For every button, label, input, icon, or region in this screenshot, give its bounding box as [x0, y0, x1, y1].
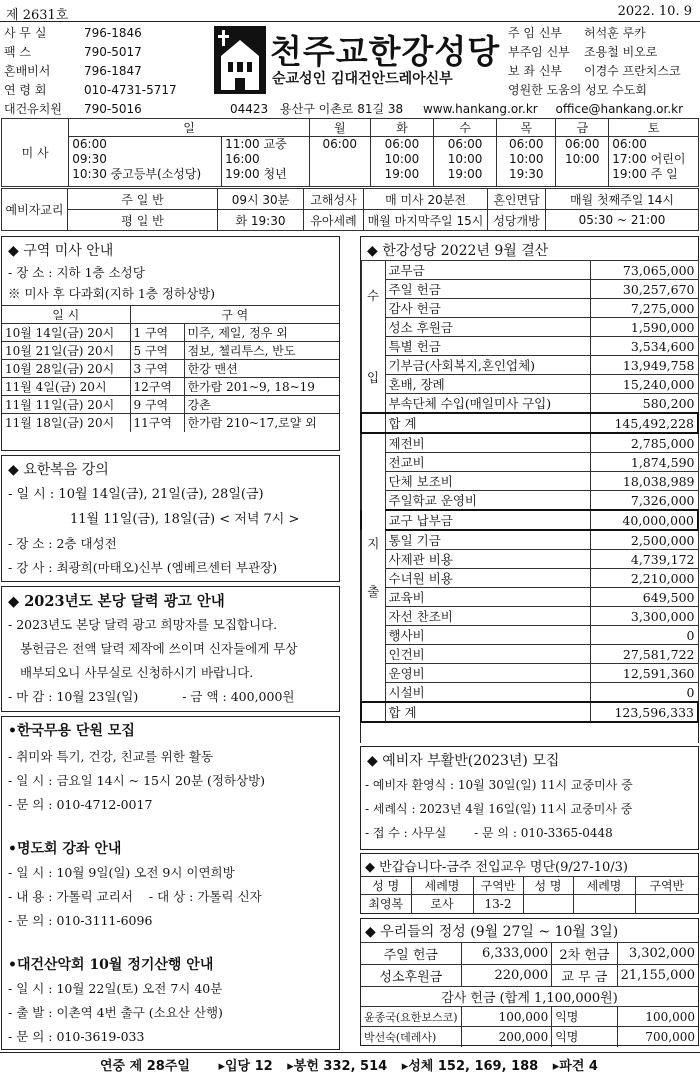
- day-tue: 화: [370, 119, 433, 137]
- income-amount: 1,590,000: [590, 318, 698, 337]
- offering-amount: 21,155,000: [617, 965, 698, 987]
- patron-saint: 순교성인 김대건안드레아신부: [272, 71, 453, 87]
- member-zone: 13-2: [473, 895, 523, 913]
- infant-baptism-value: 매월 마지막주일 15시: [364, 210, 488, 231]
- john-schedule-2: 11월 11일(금), 18일(금) < 저녁 7시 >: [70, 512, 300, 527]
- district-date: 11월 11일(금) 20시: [2, 396, 130, 414]
- day-wed: 수: [434, 119, 497, 137]
- mass-time: 06:00: [384, 137, 420, 151]
- section-title: ◆ 반갑습니다-금주 전입교우 명단(9/27-10/3): [365, 860, 628, 875]
- john-schedule: - 일 시 : 10월 14일(금), 21일(금), 28일(금): [8, 487, 264, 502]
- table-header: 일 시: [2, 306, 130, 324]
- table-header: 구 역: [130, 306, 339, 324]
- dance-line: - 일 시 : 금요일 14시 ~ 15시 20분 (정하상방): [8, 773, 266, 788]
- expense-item: 시설비: [385, 683, 590, 703]
- district-date: 10월 21일(금) 20시: [2, 342, 130, 360]
- income-item: 특별 헌금: [385, 337, 590, 356]
- income-label-char: 입: [366, 369, 380, 385]
- table-row: [361, 280, 698, 299]
- postal-code: 04423: [230, 102, 269, 116]
- mass-time: 10:00: [384, 152, 420, 166]
- marriage-label: 혼인면담: [488, 189, 546, 210]
- district-area: 한강 맨션: [184, 360, 339, 378]
- offering-amount: 220,000: [461, 965, 552, 987]
- mass-schedule-table: [1, 118, 699, 187]
- table-row: [2, 360, 339, 378]
- priest-role: 부주임 신부: [508, 45, 570, 59]
- mass-time: 19:00 청년: [225, 167, 287, 181]
- income-total-row: [361, 413, 698, 433]
- table-row: [361, 965, 698, 987]
- table-row: [361, 626, 698, 645]
- table-row: [361, 530, 698, 550]
- offering-table: [361, 942, 698, 1047]
- sunday-class-time: 09시 30분: [218, 189, 304, 210]
- income-amount: 13,949,758: [590, 356, 698, 375]
- district-zone: 11구역: [130, 414, 184, 432]
- confession-label: 고해성사: [304, 189, 364, 210]
- expense-item: 단체 보조비: [385, 472, 590, 491]
- expense-item: 교육비: [385, 588, 590, 607]
- income-amount: 73,065,000: [590, 261, 698, 280]
- table-row: [361, 588, 698, 607]
- mass-time: 16:00: [225, 152, 260, 166]
- expense-amount: 2,210,000: [590, 569, 698, 588]
- offering-label: 성소후원금: [361, 965, 461, 987]
- table-header: 성 명: [361, 877, 411, 895]
- table-row: [361, 607, 698, 626]
- table-row: [361, 943, 698, 965]
- issue-number: 제 2631호: [6, 8, 69, 23]
- calendar-deadline-row: [2, 685, 339, 709]
- hiking-title: •대건산악회 10월 정기산행 안내: [8, 957, 214, 973]
- calendar-line: 배부되오니 사무실로 신청하시기 바랍니다.: [20, 665, 254, 680]
- income-amount: 15,240,000: [590, 375, 698, 394]
- myeongdo-line: - 문 의 : 010-3111-6096: [8, 913, 153, 928]
- table-header: 성 명: [523, 877, 573, 895]
- mass-time: 06:00: [447, 137, 483, 151]
- catechism-table: [1, 188, 699, 231]
- district-area: 미주, 제일, 정우 외: [184, 324, 339, 342]
- mass-time: 06:00: [322, 137, 358, 151]
- mass-time: 06:00: [72, 137, 107, 151]
- section-title: ◆ 구역 미사 안내: [8, 243, 114, 259]
- district-area: 한가람 210~17,로얄 외: [184, 414, 339, 432]
- income-amount: 30,257,670: [590, 280, 698, 299]
- table-row: [2, 414, 339, 432]
- easter-class-section: [360, 746, 699, 850]
- address-line: [230, 100, 698, 117]
- donor-amount: 200,000: [461, 1027, 552, 1047]
- wed-mass: [434, 137, 497, 187]
- table-header: 세례명: [411, 877, 473, 895]
- table-row: [361, 375, 698, 394]
- myeongdo-content: - 내 용 : 가톨릭 교리서: [8, 889, 133, 904]
- income-amount: 580,200: [590, 394, 698, 414]
- district-area: 한가람 201~9, 18~19: [184, 378, 339, 396]
- day-sun: 일: [69, 119, 309, 137]
- expense-amount: 2,785,000: [590, 433, 698, 453]
- street-address: 용산구 이촌로 81길 38: [280, 102, 404, 116]
- member-baptism-name: 로사: [411, 895, 473, 913]
- calendar-line: - 2023년도 본당 달력 광고 희망자를 모집합니다.: [8, 617, 278, 632]
- john-place: - 장 소 : 2층 대성전: [8, 536, 117, 551]
- dance-line: - 문 의 : 010-4712-0017: [8, 797, 153, 812]
- hymn-entrance: ▸입당 12: [218, 1059, 273, 1074]
- table-row: [361, 261, 698, 280]
- income-label-char: 수: [366, 287, 380, 303]
- member-name: 최영복: [361, 895, 411, 913]
- district-zone: 1 구역: [130, 324, 184, 342]
- expense-amount: 0: [590, 626, 698, 645]
- expense-amount: 0: [590, 683, 698, 703]
- church-name: 천주교한강성당: [270, 32, 501, 71]
- easter-contact: - 문 의 : 010-3365-0448: [474, 826, 613, 840]
- section-title: ◆ 우리들의 정성 (9월 27일 ~ 10월 3일): [365, 924, 619, 940]
- welcome-table: [361, 876, 698, 913]
- mass-time: 19:00: [384, 167, 420, 181]
- priest-list: [508, 24, 698, 100]
- table-row: [361, 645, 698, 664]
- income-total-amount: 145,492,228: [590, 413, 698, 433]
- district-date: 11월 4일(금) 20시: [2, 378, 130, 396]
- expense-label: [361, 433, 385, 702]
- mass-time: 10:00: [564, 152, 600, 166]
- mass-time: 10:30 중고등부(소성당): [72, 167, 202, 181]
- easter-line: - 예비자 환영식 : 10월 30일(일) 11시 교중미사 중: [365, 778, 633, 792]
- offering-amount: 3,302,000: [617, 943, 698, 965]
- mass-time: 06:00: [612, 137, 647, 151]
- district-place: - 장 소 : 지하 1층 소성당: [8, 265, 145, 280]
- church-logo-icon: [214, 26, 266, 94]
- donor-name: 익명: [552, 1027, 617, 1047]
- expense-item: 제전비: [385, 433, 590, 453]
- contact-label: 팩 스: [4, 45, 31, 59]
- expense-item: 행사비: [385, 626, 590, 645]
- myeongdo-target: - 대 상 : 가톨릭 신자: [148, 889, 262, 904]
- table-row: [361, 683, 698, 703]
- offering-label: 주일 헌금: [361, 943, 461, 965]
- member-name: [523, 895, 573, 913]
- expense-amount: 3,300,000: [590, 607, 698, 626]
- income-amount: 7,275,000: [590, 299, 698, 318]
- expense-amount: 18,038,989: [590, 472, 698, 491]
- hymn-footer: [100, 1055, 598, 1074]
- income-item: 감사 헌금: [385, 299, 590, 318]
- day-sat: 토: [609, 119, 699, 137]
- contact-list: [4, 24, 214, 119]
- sunday-class: 주 일 반: [68, 189, 218, 210]
- table-row-highlight: [361, 510, 698, 530]
- mass-time: 06:00: [508, 137, 544, 151]
- donor-name: 박선숙(데레사): [361, 1027, 461, 1047]
- mass-time: 19:30: [508, 167, 544, 181]
- mass-time: 19:00 주 일: [612, 167, 678, 181]
- church-open-label: 성당개방: [488, 210, 546, 231]
- table-row: [361, 1007, 698, 1027]
- easter-reception: - 접 수 : 사무실: [365, 826, 447, 840]
- priest-name: 허석훈 루카: [584, 26, 646, 40]
- sun-mass-col1: [69, 137, 222, 187]
- expense-amount: 7,326,000: [590, 491, 698, 511]
- john-gospel-section: [1, 455, 340, 582]
- priest-name: 이경수 프란치스코: [584, 64, 681, 78]
- contact-value: 790-5016: [84, 102, 142, 116]
- expense-item: 전교비: [385, 453, 590, 472]
- priest-role: 보 좌 신부: [508, 64, 562, 78]
- expense-amount: 649,500: [590, 588, 698, 607]
- donor-name: 윤종국(요한보스코): [361, 1007, 461, 1027]
- myeongdo-title: •명도회 강좌 안내: [8, 841, 122, 857]
- district-zone: 3 구역: [130, 360, 184, 378]
- priest-role: 주 임 신부: [508, 26, 562, 40]
- finance-table: [360, 260, 699, 723]
- mass-time: 17:00 어린이: [612, 152, 686, 166]
- donor-amount: 100,000: [461, 1007, 552, 1027]
- mass-time: 10:00: [508, 152, 544, 166]
- calendar-amount: - 금 액 : 400,000원: [182, 689, 295, 704]
- liturgical-week: 연중 제 28주일: [100, 1059, 190, 1074]
- section-title: ◆ 2023년도 본당 달력 광고 안내: [8, 593, 225, 610]
- mass-time: 06:00: [564, 137, 600, 151]
- mass-time: 11:00 교중: [225, 137, 287, 151]
- table-row: [361, 1027, 698, 1047]
- table-row: [361, 318, 698, 337]
- offering-label: 교 무 금: [552, 965, 617, 987]
- expense-total-label: 합 계: [385, 702, 590, 722]
- catechism-label: 예비자교리: [2, 189, 68, 231]
- tue-mass: [370, 137, 433, 187]
- offering-section: [360, 918, 699, 1046]
- income-item: 혼배, 장례: [385, 375, 590, 394]
- myeongdo-line: - 일 시 : 10월 9일(일) 오전 9시 이연희방: [8, 865, 235, 880]
- table-header: 구역반: [473, 877, 523, 895]
- contact-label: 연 령 회: [4, 83, 47, 97]
- income-amount: 3,534,600: [590, 337, 698, 356]
- contact-value: 790-5017: [84, 45, 142, 59]
- fri-mass: [556, 137, 609, 187]
- mass-time: 10:00: [447, 152, 483, 166]
- easter-line: - 세례식 : 2023년 4월 16일(일) 11시 교중미사 중: [365, 802, 633, 816]
- expense-amount: 12,591,360: [590, 664, 698, 683]
- income-total-label: 합 계: [385, 413, 590, 433]
- table-row: [361, 895, 698, 913]
- expense-item: 주일학교 운영비: [385, 491, 590, 511]
- contact-value: 796-1846: [84, 26, 142, 40]
- income-label: [361, 261, 385, 414]
- table-row: [361, 394, 698, 414]
- table-row: [2, 378, 339, 396]
- hiking-line: - 문 의 : 010-3619-033: [8, 1029, 145, 1044]
- table-row: [361, 491, 698, 511]
- table-row: [361, 337, 698, 356]
- club-notices-section: [1, 716, 340, 1050]
- offering-label: 2차 헌금: [552, 943, 617, 965]
- table-row: [361, 664, 698, 683]
- easter-contact-row: [361, 821, 698, 845]
- bulletin-date: 2022. 10. 9: [617, 4, 692, 19]
- expense-item: 운영비: [385, 664, 590, 683]
- table-header: 구역반: [635, 877, 698, 895]
- priest-name: 조용철 비오로: [584, 45, 658, 59]
- table-row: [361, 433, 698, 453]
- district-date: 11월 18일(금) 20시: [2, 414, 130, 432]
- income-item: 성소 후원금: [385, 318, 590, 337]
- district-zone: 12구역: [130, 378, 184, 396]
- dance-title: •한국무용 단원 모집: [8, 723, 135, 739]
- contact-label: 사 무 실: [4, 26, 47, 40]
- sun-mass-col2: [222, 137, 310, 187]
- offering-amount: 6,333,000: [461, 943, 552, 965]
- table-row: [2, 324, 339, 342]
- calendar-line: 봉헌금은 전액 달력 제작에 쓰이며 신자들에게 무상: [20, 641, 298, 656]
- sat-mass: [609, 137, 699, 187]
- district-area: 강촌: [184, 396, 339, 414]
- contact-value: 010-4731-5717: [84, 83, 177, 97]
- expense-total-row: [361, 702, 698, 722]
- income-item: 부속단체 수입(매일미사 구입): [385, 394, 590, 414]
- member-baptism-name: [573, 895, 635, 913]
- hymn-communion: ▸성체 152, 169, 188: [401, 1059, 539, 1074]
- income-item: 기부금(사회복지,혼인업체): [385, 356, 590, 375]
- section-title: ◆ 한강성당 2022년 9월 결산: [367, 243, 549, 259]
- infant-baptism-label: 유아세례: [304, 210, 364, 231]
- donor-name: 익명: [552, 1007, 617, 1027]
- income-item: 교무금: [385, 261, 590, 280]
- day-mon: 월: [309, 119, 370, 137]
- hymn-closing: ▸파견 4: [552, 1059, 598, 1074]
- district-note: ※ 미사 후 다과회(지하 1층 정하상방): [8, 286, 216, 301]
- section-title: ◆ 예비자 부활반(2023년) 모집: [367, 753, 560, 769]
- expense-amount: 1,874,590: [590, 453, 698, 472]
- thanks-title-row: [361, 987, 698, 1007]
- expense-item: 통일 기금: [385, 530, 590, 550]
- day-fri: 금: [556, 119, 609, 137]
- section-title: ◆ 요한복음 강의: [8, 462, 109, 478]
- hiking-line: - 출 발 : 이촌역 4번 출구 (소요산 산행): [8, 1005, 223, 1020]
- table-row: [361, 472, 698, 491]
- website-link[interactable]: www.hankang.or.kr: [422, 102, 538, 116]
- church-open-value: 05:30 ~ 21:00: [546, 210, 699, 231]
- calendar-deadline: - 마 감 : 10월 23일(일): [8, 689, 139, 704]
- district-zone: 5 구역: [130, 342, 184, 360]
- table-header: 세례명: [573, 877, 635, 895]
- thu-mass: [497, 137, 556, 187]
- expense-total-amount: 123,596,333: [590, 702, 698, 722]
- marriage-value: 매월 첫째주일 14시: [546, 189, 699, 210]
- district-date: 10월 14일(금) 20시: [2, 324, 130, 342]
- table-row: [361, 569, 698, 588]
- expense-item: 교구 납부금: [385, 510, 590, 530]
- contact-value: 796-1847: [84, 64, 142, 78]
- table-row: [2, 396, 339, 414]
- confession-value: 매 미사 20분전: [364, 189, 488, 210]
- donor-amount: 100,000: [617, 1007, 698, 1027]
- day-thu: 목: [497, 119, 556, 137]
- mass-label: 미 사: [2, 119, 69, 187]
- expense-amount: 27,581,722: [590, 645, 698, 664]
- weekday-class: 평 일 반: [68, 210, 218, 231]
- weekday-class-time: 화 19:30: [218, 210, 304, 231]
- expense-label-char: 지: [367, 535, 380, 551]
- table-row: [361, 550, 698, 569]
- table-row: [2, 342, 339, 360]
- expense-item: 수녀원 비용: [385, 569, 590, 588]
- district-zone: 9 구역: [130, 396, 184, 414]
- district-mass-section: [1, 236, 340, 451]
- myeongdo-row: [2, 885, 339, 909]
- contact-label: 혼배비서: [4, 64, 51, 78]
- welcome-section: [360, 853, 699, 914]
- income-item: 주일 헌금: [385, 280, 590, 299]
- district-table: [2, 305, 339, 432]
- table-row: [361, 453, 698, 472]
- table-row: [361, 299, 698, 318]
- contact-label: 대건유치원: [4, 102, 62, 116]
- member-zone: [635, 895, 698, 913]
- dance-line: - 취미와 특기, 건강, 친교를 위한 활동: [8, 749, 214, 764]
- calendar-ad-section: [1, 586, 340, 712]
- email-link[interactable]: office@hankang.or.kr: [555, 102, 684, 116]
- mon-mass: [309, 137, 370, 187]
- mass-time: 19:00: [447, 167, 483, 181]
- donor-amount: 700,000: [617, 1027, 698, 1047]
- nun-order: 영원한 도움의 성모 수도회: [508, 83, 647, 97]
- john-lecturer: - 강 사 : 최광희(마태오)신부 (엠베르센터 부관장): [8, 560, 278, 575]
- district-area: 점보, 첼리투스, 반도: [184, 342, 339, 360]
- hymn-offertory: ▸봉헌 332, 514: [287, 1059, 388, 1074]
- mass-time: 09:30: [72, 152, 107, 166]
- hiking-line: - 일 시 : 10월 22일(토) 오전 7시 40분: [8, 981, 223, 996]
- table-row: [361, 356, 698, 375]
- expense-amount: 2,500,000: [590, 530, 698, 550]
- expense-item: 사제관 비용: [385, 550, 590, 569]
- thanks-title: 감사 헌금 (합계 1,100,000원): [361, 987, 698, 1007]
- expense-amount: 4,739,172: [590, 550, 698, 569]
- expense-item: 자선 찬조비: [385, 607, 590, 626]
- expense-label-char: 출: [367, 583, 380, 599]
- district-date: 10월 28일(금) 20시: [2, 360, 130, 378]
- expense-item: 인건비: [385, 645, 590, 664]
- expense-amount: 40,000,000: [590, 510, 698, 530]
